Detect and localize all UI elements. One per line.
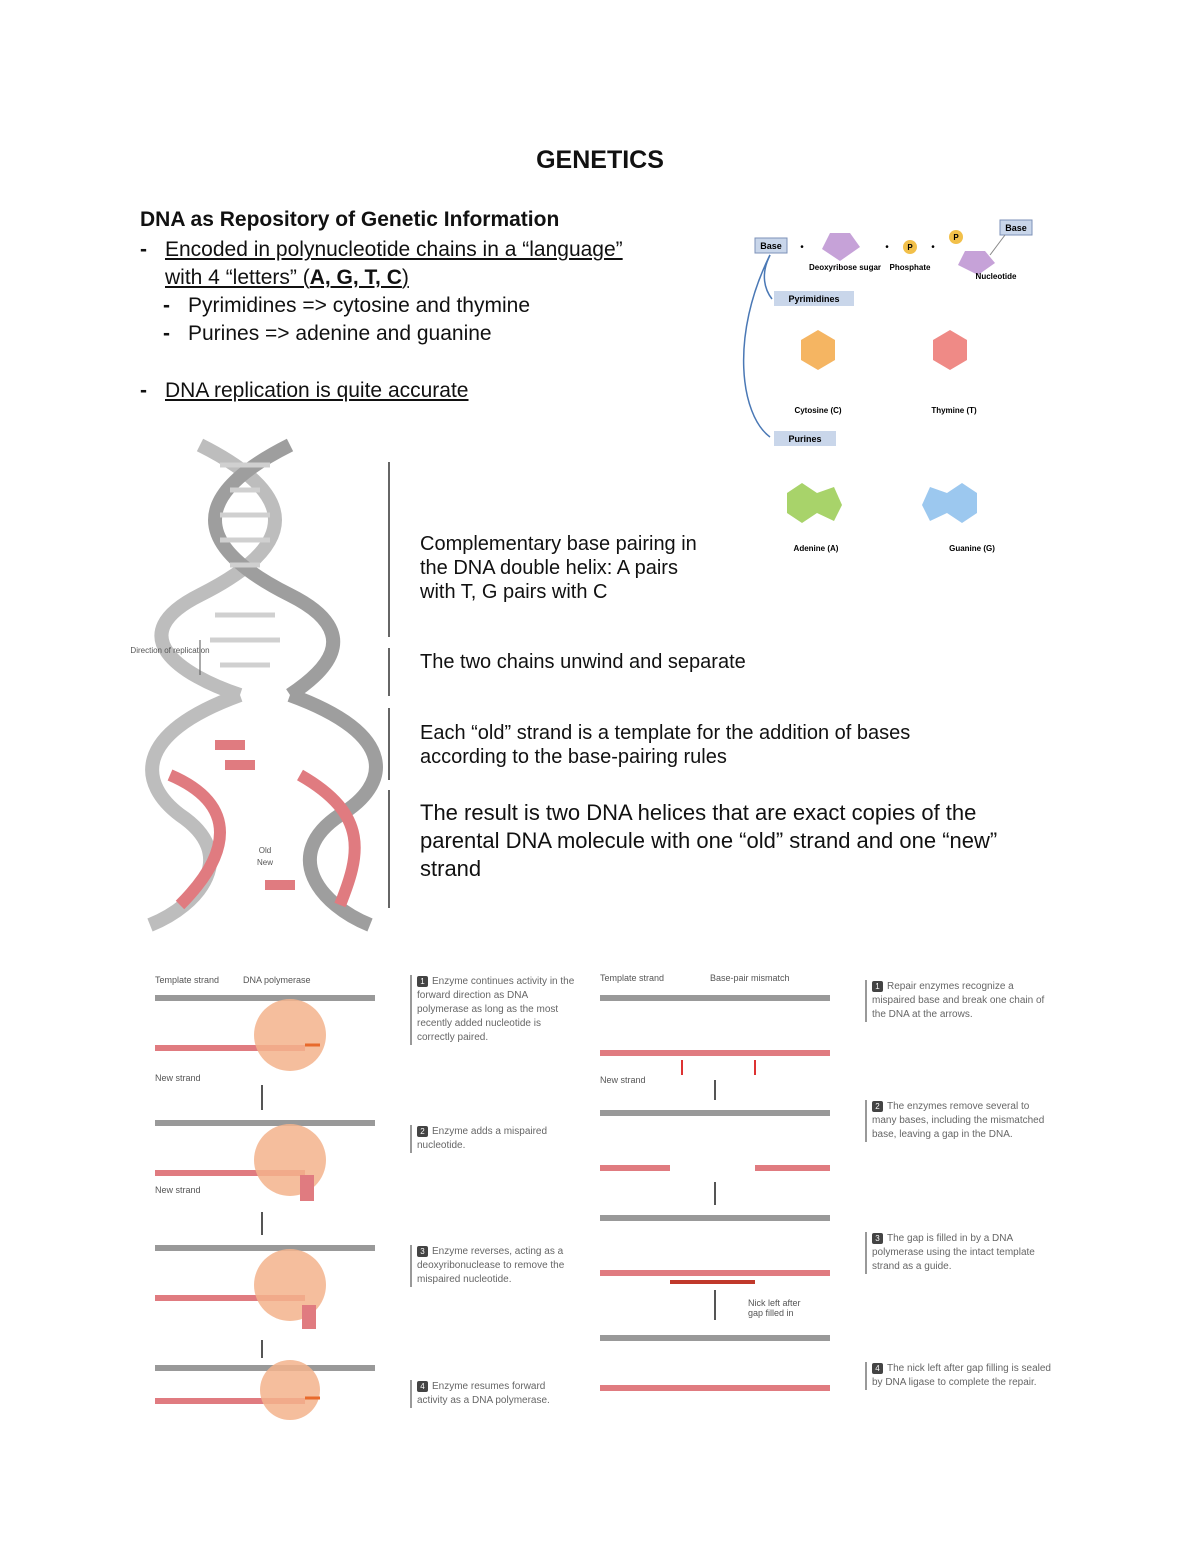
thymine-label: Thymine (T) (931, 406, 977, 415)
svg-text:•: • (800, 242, 804, 253)
sub-bullet-purines: - Purines => adenine and guanine (163, 322, 492, 345)
proof-panel-1 (155, 995, 375, 1071)
proof-step-2: 2 Enzyme adds a mispaired nucleotide. (410, 1125, 577, 1153)
adenine-label: Adenine (A) (793, 544, 839, 553)
mismatch-repair-figure (590, 970, 1060, 1420)
svg-text:•: • (931, 242, 935, 253)
bracket-4 (388, 790, 390, 908)
sub-bullet-pyrimidines: - Pyrimidines => cytosine and thymine (163, 294, 530, 317)
nick-label: Nick left after gap filled in (748, 1298, 801, 1318)
new-strand-label-2: New strand (155, 1185, 201, 1195)
svg-text:P: P (953, 233, 959, 242)
svg-text:Base: Base (1005, 223, 1027, 233)
mismatch-label: Base-pair mismatch (710, 973, 790, 983)
cytosine-label: Cytosine (C) (794, 406, 842, 415)
guanine-ring-6 (947, 483, 977, 523)
adenine-ring-6 (787, 483, 817, 523)
repair-template-strand-label: Template strand (600, 973, 665, 983)
pyrimidines-label: Pyrimidines (788, 294, 840, 304)
thymine-ring (933, 330, 967, 370)
proofreading-diagram (140, 990, 390, 1410)
caption-unwind: The two chains unwind and separate (420, 651, 746, 673)
caption-template: Each “old” strand is a template for the addition of bases according to the base-pairing rules (420, 722, 911, 768)
svg-text:•: • (885, 242, 889, 253)
guanine-ring-5 (922, 487, 947, 521)
purines-label: Purines (788, 434, 822, 444)
repair-step-1: 1 Repair enzymes recognize a mispaired base and break one chain of the DNA at the arrows. (865, 980, 1052, 1022)
base-label: Base (760, 241, 782, 251)
caption-result: The result is two DNA helices that are exact copies of the parental DNA molecule with one “old” strand and one “new” strand (420, 800, 998, 881)
svg-text:P: P (907, 243, 913, 252)
section-heading: DNA as Repository of Genetic Information (140, 208, 560, 231)
bases-letters: A, G, T, C (309, 266, 402, 289)
repair-step-4: 4 The nick left after gap filling is sealed by DNA ligase to complete the repair. (865, 1362, 1052, 1390)
adenine-ring-5 (817, 487, 842, 521)
bracket-3 (388, 708, 390, 780)
bracket-1 (388, 462, 390, 637)
repair-panel-3 (600, 1215, 830, 1284)
caption-base-pairing: Complementary base pairing in the DNA double helix: A pairs with T, G pairs with C (420, 533, 697, 603)
bullet-encoded (140, 236, 623, 264)
arrow-to-pyrimidines (764, 255, 772, 299)
dna-polymerase-label: DNA polymerase (243, 975, 311, 985)
proof-step-1: 1 Enzyme continues activity in the forward direction as DNA polymerase as long as the most recently added nucleotide is correctly paired. (410, 975, 577, 1045)
helix-figure (130, 435, 400, 930)
proof-panel-3 (155, 1245, 375, 1329)
direction-label: Direction of replication (130, 646, 210, 655)
sugar-shape (822, 233, 860, 261)
cytosine-ring (801, 330, 835, 370)
proof-step-4: 4 Enzyme resumes forward activity as a DNA polymerase. (410, 1380, 577, 1408)
repair-step-2: 2 The enzymes remove several to many bases, including the mismatched base, leaving a gap in the DNA. (865, 1100, 1052, 1142)
bullet-dash: - (140, 238, 147, 261)
phosphate-label: Phosphate (889, 263, 931, 272)
guanine-label: Guanine (G) (949, 544, 995, 553)
repair-diagram (590, 990, 850, 1410)
old-label: Old (258, 846, 272, 855)
arrow-to-purines (744, 255, 770, 437)
repair-step-3: 3 The gap is filled in by a DNA polymerase using the intact template strand as a guide. (865, 1232, 1052, 1274)
helix-right-old (290, 695, 376, 925)
repair-panel-2 (600, 1110, 830, 1171)
template-strand-label: Template strand (155, 975, 220, 985)
repair-panel-1 (600, 995, 830, 1075)
bullet-replication: - DNA replication is quite accurate (140, 379, 469, 402)
nucleotide-figure (750, 215, 1050, 560)
proof-panel-4 (155, 1360, 375, 1420)
nucleotide-diagram (750, 215, 1050, 560)
page-title: GENETICS (536, 146, 664, 174)
repair-new-strand-label: New strand (600, 1075, 646, 1085)
helix-diagram (130, 435, 400, 930)
new-label: New (256, 858, 274, 867)
proof-step-3: 3 Enzyme reverses, acting as a deoxyribonuclease to remove the mispaired nucleotide. (410, 1245, 577, 1287)
bullet-encoded-line2: with 4 “letters” (A, G, T, C) (165, 266, 409, 289)
new-strand-label-1: New strand (155, 1073, 201, 1083)
bullet-encoded-line1: Encoded in polynucleotide chains in a “language” (165, 238, 623, 261)
bracket-2 (388, 648, 390, 696)
nucleotide-label: Nucleotide (975, 272, 1017, 281)
deoxyribose-label: Deoxyribose sugar (808, 263, 882, 272)
proofreading-figure (140, 970, 580, 1420)
repair-panel-4 (600, 1335, 830, 1391)
